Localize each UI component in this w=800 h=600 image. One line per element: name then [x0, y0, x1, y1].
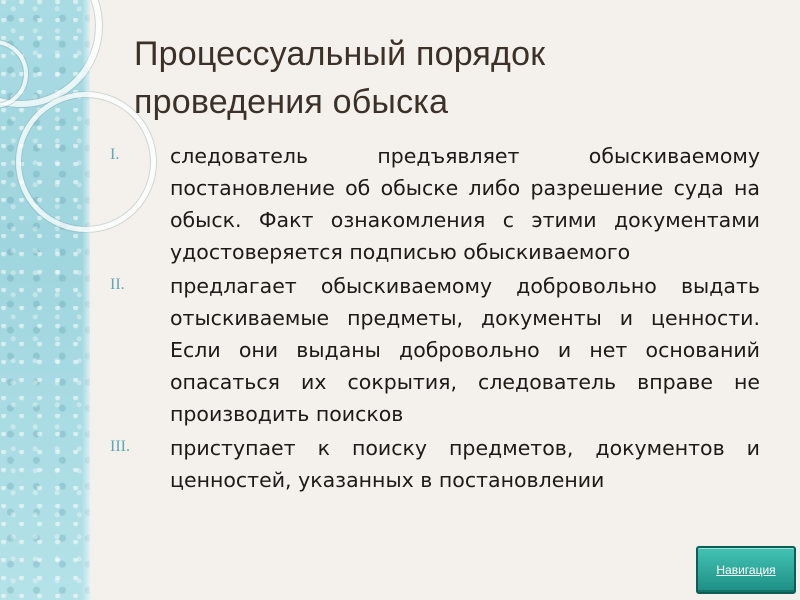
slide-title-line: Процессуальный порядок — [134, 35, 546, 73]
slide-title-line: проведения обыска — [134, 83, 449, 121]
list-item-text: следователь предъявляет обыскиваемому постановление об обыске либо разрешение суда на обыск. Факт ознакомления с этими документами удостоверяется подписью обыскиваемого — [170, 144, 760, 264]
list-item-text: приступает к поиску предметов, документов и ценностей, указанных в постановлении — [170, 436, 760, 492]
list-item-marker: II. — [110, 276, 125, 293]
slide-title — [134, 30, 754, 126]
procedure-list — [110, 140, 760, 496]
list-item — [110, 270, 760, 430]
navigation-button-label[interactable]: Навигация — [716, 563, 776, 577]
strip-edge — [82, 0, 90, 600]
list-item-text: предлагает обыскиваемому добровольно выдать отыскиваемые предметы, документы и ценности. Если они выданы добровольно и нет оснований опасаться их сокрытия, следователь вправе не производить поисков — [170, 274, 760, 426]
decorative-water-strip — [0, 0, 90, 600]
list-item — [110, 140, 760, 268]
list-item-marker: I. — [110, 146, 120, 163]
list-item — [110, 432, 760, 496]
list-item-marker: III. — [110, 438, 130, 455]
navigation-button[interactable] — [696, 546, 796, 594]
